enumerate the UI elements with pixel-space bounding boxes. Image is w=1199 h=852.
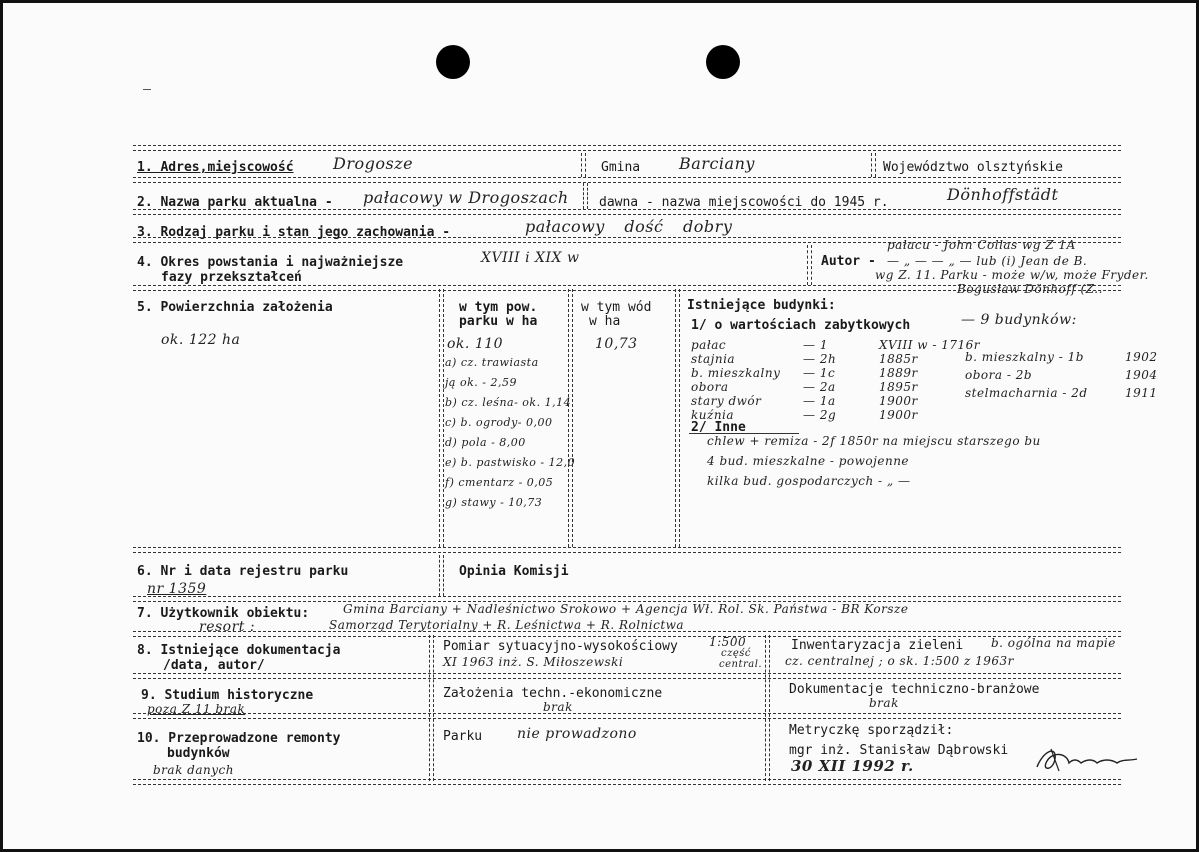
monuments-label: 1/ o wartościach zabytkowych — [691, 318, 911, 333]
former-name-value: Dönhoffstädt — [947, 185, 1059, 204]
building-code: — 2h — [803, 352, 837, 366]
prepared-date: 30 XII 1992 r. — [791, 757, 914, 775]
building-name: pałac — [691, 338, 727, 352]
gmina-label: Gmina — [601, 160, 641, 175]
other-building-line: chlew + remiza - 2f 1850r na miejscu starszego bu — [707, 434, 1041, 448]
building-name: kuźnia — [691, 408, 735, 422]
other-building-line: 4 bud. mieszkalne - powojenne — [707, 454, 910, 468]
park-item: d) pola - 8,00 — [445, 436, 526, 449]
prepared-label: Metryczkę sporządził: — [789, 723, 954, 738]
park-item: c) b. ogrody- 0,00 — [445, 416, 553, 429]
history-label: 9. Studium historyczne — [141, 688, 314, 703]
building-name: obora - 2b — [965, 368, 1033, 382]
building-code: — 2g — [803, 408, 837, 422]
park-name-value: pałacowy w Drogoszach — [363, 188, 569, 207]
building-date: XVIII w - 1716r — [879, 338, 980, 352]
document-sheet — [3, 3, 1196, 849]
other-building-line: kilka bud. gospodarczych - „ — — [707, 474, 911, 488]
survey-label: Pomiar sytuacyjno-wysokościowy — [443, 639, 678, 654]
park-item: f) cmentarz - 0,05 — [445, 476, 554, 489]
building-date: 1904 — [1125, 368, 1158, 382]
resort-value: Samorząd Terytorialny + R. Leśnictwa + R. Rolnictwa — [329, 618, 685, 632]
address-value: Drogosze — [333, 154, 414, 173]
survey-note-2: część — [721, 648, 752, 659]
repairs-label: 10. Przeprowadzone remonty — [137, 731, 341, 746]
author-line-1: pałacu - John Collas wg Z 1A — [887, 238, 1076, 252]
building-date: 1895r — [879, 380, 918, 394]
building-name: stajnia — [691, 352, 736, 366]
building-date: 1885r — [879, 352, 918, 366]
period-value: XVIII i XIX w — [481, 250, 580, 266]
address-label: 1. Adres,miejscowość — [137, 160, 294, 175]
building-name: stary dwór — [691, 394, 762, 408]
gmina-value: Barciany — [679, 154, 755, 173]
rule-1 — [133, 177, 1121, 183]
park-item: e) b. pastwisko - 12,0 — [445, 456, 576, 469]
inventory-value: cz. centralnej ; o sk. 1:500 z 1963r — [785, 654, 1014, 668]
repairs-label-2: budynków — [167, 746, 230, 761]
user-label: 7. Użytkownik obiektu: — [137, 606, 310, 621]
monuments-count: — 9 budynków: — [961, 312, 1077, 328]
area-label: 5. Powierzchnia założenia — [137, 300, 333, 315]
commission-label: Opinia Komisji — [459, 564, 569, 579]
history-value: poza Z 11 brak — [147, 702, 246, 716]
author-label: Autor - — [821, 254, 876, 269]
park-area-header-1: w tym pow. — [459, 300, 538, 315]
building-date: 1902 — [1125, 350, 1158, 364]
park-repairs-value: nie prowadzono — [517, 726, 637, 742]
building-code: — 1c — [803, 366, 836, 380]
author-line-2: — „ — — „ — lub (i) Jean de B. — [887, 254, 1088, 268]
docs-label-2: /data, autor/ — [163, 658, 265, 673]
period-label-2: fazy przekształceń — [161, 270, 302, 285]
building-date: 1900r — [879, 408, 918, 422]
other-buildings-label: 2/ Inne — [691, 420, 746, 435]
punch-hole-right — [706, 45, 740, 79]
building-name: b. mieszkalny — [691, 366, 781, 380]
rule-5 — [133, 547, 1121, 553]
building-name: stelmacharnia - 2d — [965, 386, 1088, 400]
survey-value: XI 1963 inż. S. Miłoszewski — [443, 655, 624, 669]
vrule-autor — [807, 245, 812, 285]
tech-label: Założenia techn.-ekonomiczne — [443, 686, 663, 701]
building-code: — 2a — [803, 380, 836, 394]
inventory-label: Inwentaryzacja zieleni — [791, 638, 964, 653]
vrule-8b — [765, 635, 770, 781]
buildings-label: Istniejące budynki: — [687, 298, 836, 313]
rule-bottom — [133, 779, 1121, 785]
vrule-5c — [675, 289, 680, 547]
park-item: b) cz. leśna- ok. 1,14 — [445, 396, 572, 409]
vrule-woj — [871, 153, 876, 177]
building-date: 1900r — [879, 394, 918, 408]
wojewodztwo-label: Województwo olsztyńskie — [883, 160, 1064, 175]
building-code: — 1 — [803, 338, 828, 352]
park-type-value: pałacowy dość dobry — [525, 217, 733, 236]
inventory-note: b. ogólna na mapie — [991, 636, 1116, 650]
tech-docs-label: Dokumentacje techniczno-branżowe — [789, 682, 1040, 697]
park-item: a) cz. trawiasta — [445, 356, 539, 369]
stray-mark — [143, 89, 151, 90]
water-area-header-2: w ha — [589, 314, 621, 329]
park-repairs-label: Parku — [443, 729, 483, 744]
docs-label: 8. Istniejące dokumentacja — [137, 643, 341, 658]
park-item: g) stawy - 10,73 — [445, 496, 543, 509]
prepared-name: mgr inż. Stanisław Dąbrowski — [789, 743, 1009, 758]
user-value: Gmina Barciany + Nadleśnictwo Srokowo + Agencja Wł. Rol. Sk. Państwa - BR Korsze — [343, 602, 909, 616]
building-name: obora — [691, 380, 729, 394]
rule-8 — [133, 673, 1121, 679]
area-value: ok. 122 ha — [161, 332, 241, 348]
vrule-gmina — [581, 153, 586, 177]
building-date: 1911 — [1125, 386, 1158, 400]
park-item: ją ok. - 2,59 — [445, 376, 517, 389]
punch-hole-left — [436, 45, 470, 79]
repairs-value: brak danych — [153, 763, 234, 777]
vrule-8a — [429, 635, 434, 781]
tech-docs-value: brak — [869, 696, 899, 710]
rule-top — [133, 145, 1121, 151]
tech-value: brak — [543, 700, 573, 714]
survey-note-3: central. — [719, 659, 763, 670]
author-line-4: Bogusław Dönhoff (Z.. — [957, 282, 1103, 296]
vrule-5a — [439, 289, 444, 547]
rule-9 — [133, 713, 1121, 719]
water-area-value: 10,73 — [595, 336, 638, 352]
park-area-header-2: parku w ha — [459, 314, 538, 329]
building-name: b. mieszkalny - 1b — [965, 350, 1084, 364]
water-area-header-1: w tym wód — [581, 300, 652, 315]
register-value: nr 1359 — [147, 581, 207, 597]
signature — [1033, 741, 1143, 777]
resort-label: resort : — [199, 619, 256, 635]
park-type-label: 3. Rodzaj parku i stan jego zachowania - — [137, 225, 451, 240]
vrule-dawna — [583, 183, 588, 209]
building-code: — 1a — [803, 394, 836, 408]
register-label: 6. Nr i data rejestru parku — [137, 564, 349, 579]
author-line-3: wg Z. 11. Parku - może w/w, może Fryder. — [875, 268, 1149, 282]
period-label: 4. Okres powstania i najważniejsze — [137, 255, 404, 270]
vrule-5b — [568, 289, 573, 547]
building-date: 1889r — [879, 366, 918, 380]
former-name-label: dawna - nazwa miejscowości do 1945 r. — [599, 195, 889, 210]
park-area-value: ok. 110 — [447, 336, 504, 352]
park-name-label: 2. Nazwa parku aktualna - — [137, 195, 333, 210]
survey-note: 1:500 — [709, 635, 747, 649]
vrule-6 — [439, 555, 444, 596]
